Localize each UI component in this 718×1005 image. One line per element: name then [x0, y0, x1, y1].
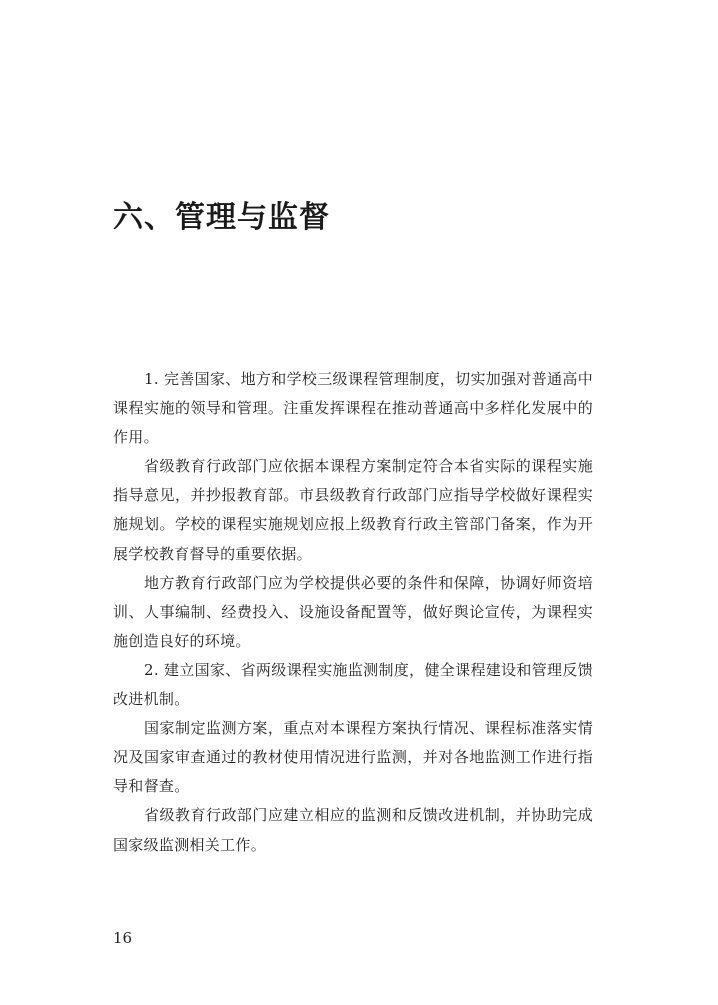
page-number: 16 — [113, 929, 133, 947]
paragraph-6: 省级教育行政部门应建立相应的监测和反馈改进机制，并协助完成国家级监测相关工作。 — [113, 806, 593, 854]
paragraph-4: 2. 建立国家、省两级课程实施监测制度，健全课程建设和管理反馈改进机制。 — [113, 660, 593, 709]
paragraph-3: 地方教育行政部门应为学校提供必要的条件和保障，协调好师资培训、人事编制、经费投入、设施设备配置等，做好舆论宣传，为课程实施创造良好的环境。 — [113, 573, 593, 650]
paragraph-5: 国家制定监测方案，重点对本课程方案执行情况、课程标准落实情况及国家审查通过的教材使用情况进行监测，并对各地监测工作进行指导和督查。 — [113, 719, 593, 796]
paragraph-2: 省级教育行政部门应依据本课程方案制定符合本省实际的课程实施指导意见，并抄报教育部。市县级教育行政部门应指导学校做好课程实施规划。学校的课程实施规划应报上级教育行政主管部门备案，作为开展学校教育督导的重要依据。 — [113, 457, 593, 563]
section-body — [113, 365, 593, 860]
section-heading: 六、管理与监督 — [113, 200, 330, 235]
paragraph-1: 1. 完善国家、地方和学校三级课程管理制度，切实加强对普通高中课程实施的领导和管理。注重发挥课程在推动普通高中多样化发展中的作用。 — [113, 370, 593, 447]
